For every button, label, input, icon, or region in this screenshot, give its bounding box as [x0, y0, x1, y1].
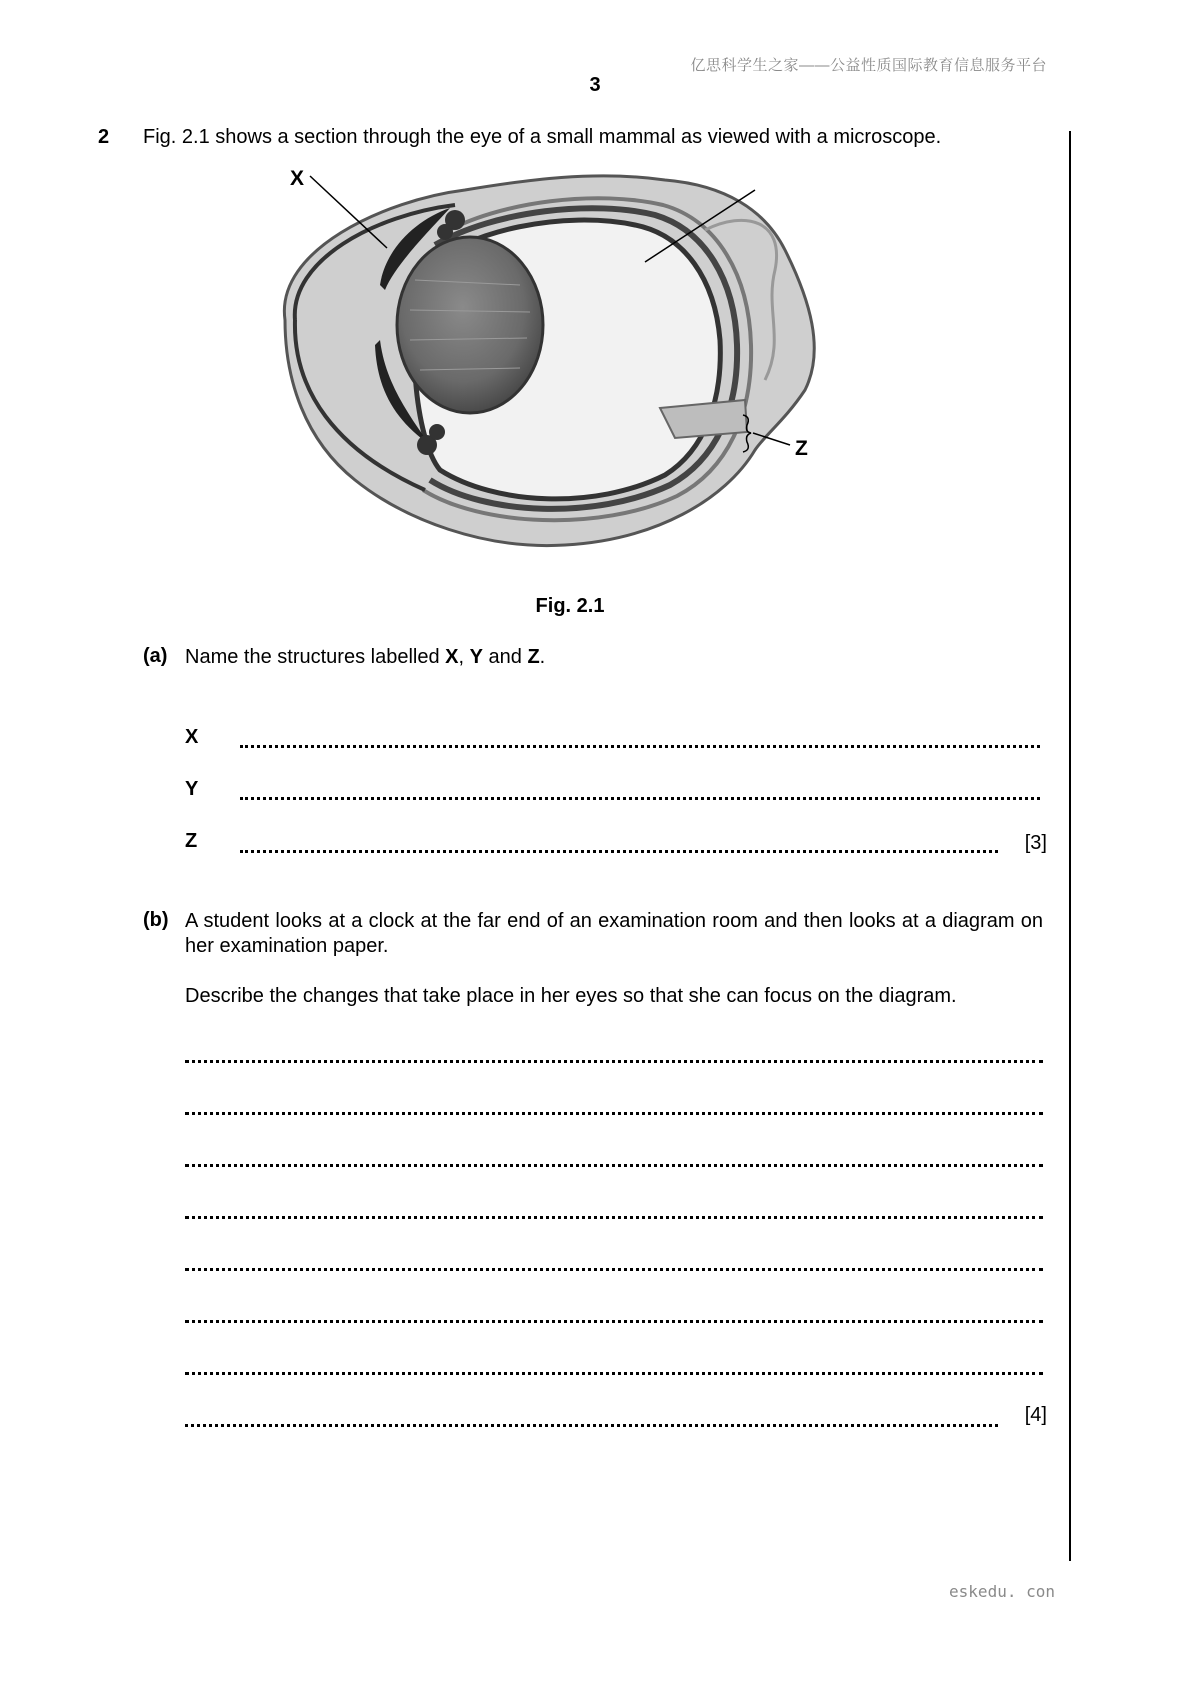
part-a-text	[185, 645, 545, 670]
part-a-period: .	[539, 646, 546, 668]
answer-line-b-5[interactable]	[185, 1268, 1043, 1271]
part-a-z: Z	[527, 646, 540, 668]
margin-rule	[1069, 131, 1071, 1561]
answer-line-x[interactable]	[240, 745, 1040, 748]
label-z: Z	[795, 437, 808, 460]
header-watermark: 亿思科学生之家——公益性质国际教育信息服务平台	[690, 57, 1047, 74]
answer-line-b-2[interactable]	[185, 1112, 1043, 1115]
answer-line-b-8[interactable]	[185, 1424, 998, 1427]
question-intro: Fig. 2.1 shows a section through the eye of a small mammal as viewed with a microscope.	[143, 126, 942, 148]
footer-watermark: eskedu. con	[949, 1582, 1055, 1601]
answer-line-b-1[interactable]	[185, 1060, 1043, 1063]
part-a-comma: ,	[458, 646, 470, 668]
part-a-label: (a)	[143, 645, 168, 667]
answer-label-z: Z	[185, 830, 198, 852]
page-number: 3	[589, 74, 601, 96]
figure-caption: Fig. 2.1	[535, 595, 605, 617]
answer-line-z[interactable]	[240, 850, 998, 853]
answer-label-y: Y	[185, 778, 199, 800]
eye-section-image	[265, 170, 895, 570]
question-number: 2	[98, 126, 110, 148]
part-b-instruction: Describe the changes that take place in her eyes so that she can focus on the diagram.	[185, 985, 957, 1007]
answer-line-y[interactable]	[240, 797, 1040, 800]
part-a-marks: [3]	[1024, 832, 1047, 854]
part-a-y: Y	[469, 646, 483, 668]
part-a-text-start: Name the structures labelled	[185, 646, 446, 668]
part-a-and: and	[482, 646, 528, 668]
part-b-text: A student looks at a clock at the far end of an examination room and then looks at a diagram on her examination paper.	[185, 910, 1043, 957]
part-b-marks: [4]	[1024, 1404, 1047, 1426]
answer-line-b-7[interactable]	[185, 1372, 1043, 1375]
label-x: X	[290, 170, 305, 190]
part-b-label: (b)	[143, 909, 169, 931]
answer-line-b-6[interactable]	[185, 1320, 1043, 1323]
part-a-x: X	[445, 646, 459, 668]
answer-line-b-3[interactable]	[185, 1164, 1043, 1167]
answer-label-x: X	[185, 726, 199, 748]
eye-section-figure	[265, 170, 895, 570]
answer-line-b-4[interactable]	[185, 1216, 1043, 1219]
